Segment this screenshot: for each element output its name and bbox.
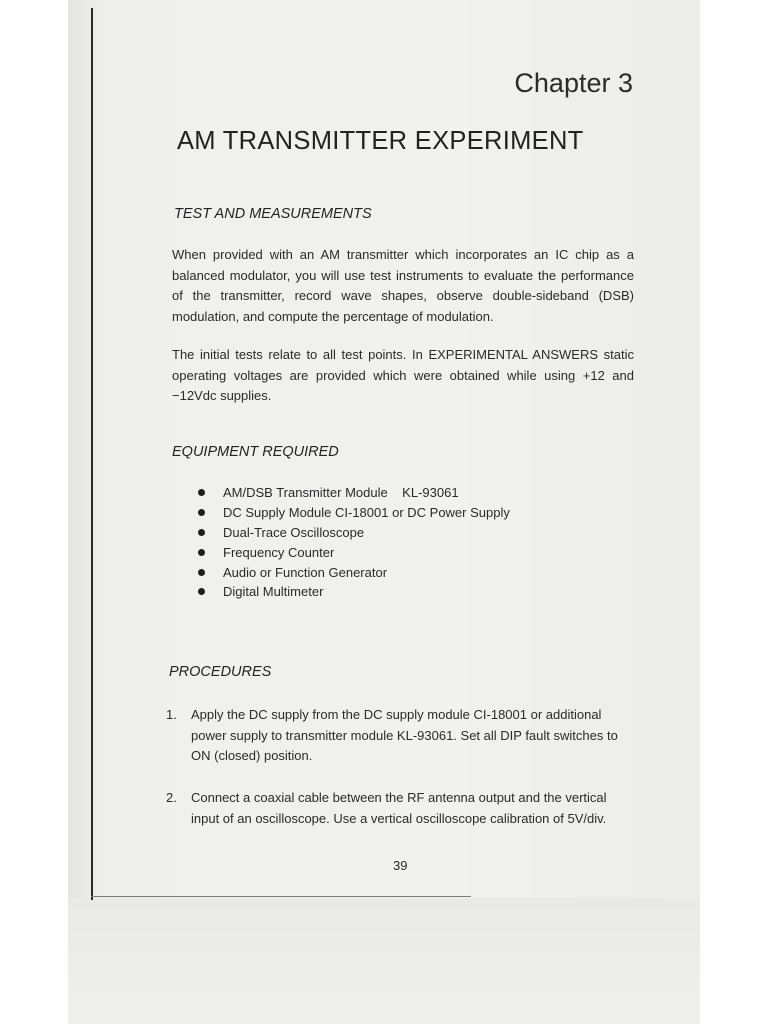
chapter-label: Chapter 3 [514,68,633,98]
equipment-list [198,483,510,602]
equipment-item: Audio or Function Generator [223,564,388,580]
procedures-heading: PROCEDURES [169,664,272,680]
margin-rule [91,8,93,900]
bullet-icon [198,529,205,536]
bullet-icon [198,569,205,576]
procedure-step [166,705,636,767]
equipment-item: Frequency Counter [223,544,335,560]
equipment-heading: EQUIPMENT REQUIRED [172,444,339,460]
list-item [198,582,510,602]
page-underlay [68,898,700,1024]
step-text: Apply the DC supply from the DC supply module CI-18001 or additional power supply to transmitter module KL-93061. Set all DIP fault switches to ON (closed) position. [191,707,618,763]
equipment-item: Digital Multimeter [223,584,324,600]
procedure-step [166,788,636,829]
bottom-rule [91,896,471,897]
list-item [198,523,510,543]
list-item [198,562,510,582]
list-item [198,483,510,503]
page-number: 39 [393,858,408,873]
equipment-item: Dual-Trace Oscilloscope [223,524,365,540]
list-item [198,503,510,523]
list-item [198,542,510,562]
page-title: AM TRANSMITTER EXPERIMENT [177,127,584,155]
equipment-item: AM/DSB Transmitter Module KL-93061 [223,485,459,501]
test-paragraph-1: When provided with an AM transmitter which incorporates an IC chip as a balanced modulator, you will use test instruments to evaluate the performance of the transmitter, record wave shapes, observe double-sideband (DSB) modulation, and compute the percentage of modulation. [172,247,634,324]
step-number: 1. [166,707,177,722]
bullet-icon [198,489,205,496]
equipment-item: DC Supply Module CI-18001 or DC Power Supply [223,505,510,521]
bullet-icon [198,588,205,595]
step-number: 2. [166,790,177,805]
bullet-icon [198,509,205,516]
test-measurements-heading: TEST AND MEASUREMENTS [174,206,372,222]
bullet-icon [198,549,205,556]
step-text: Connect a coaxial cable between the RF antenna output and the vertical input of an oscilloscope. Use a vertical oscilloscope calibration of 5V/div. [191,790,607,826]
test-paragraph-2: The initial tests relate to all test points. In EXPERIMENTAL ANSWERS static operating voltages are provided which were obtained while using +12 and −12Vdc supplies. [172,347,634,403]
